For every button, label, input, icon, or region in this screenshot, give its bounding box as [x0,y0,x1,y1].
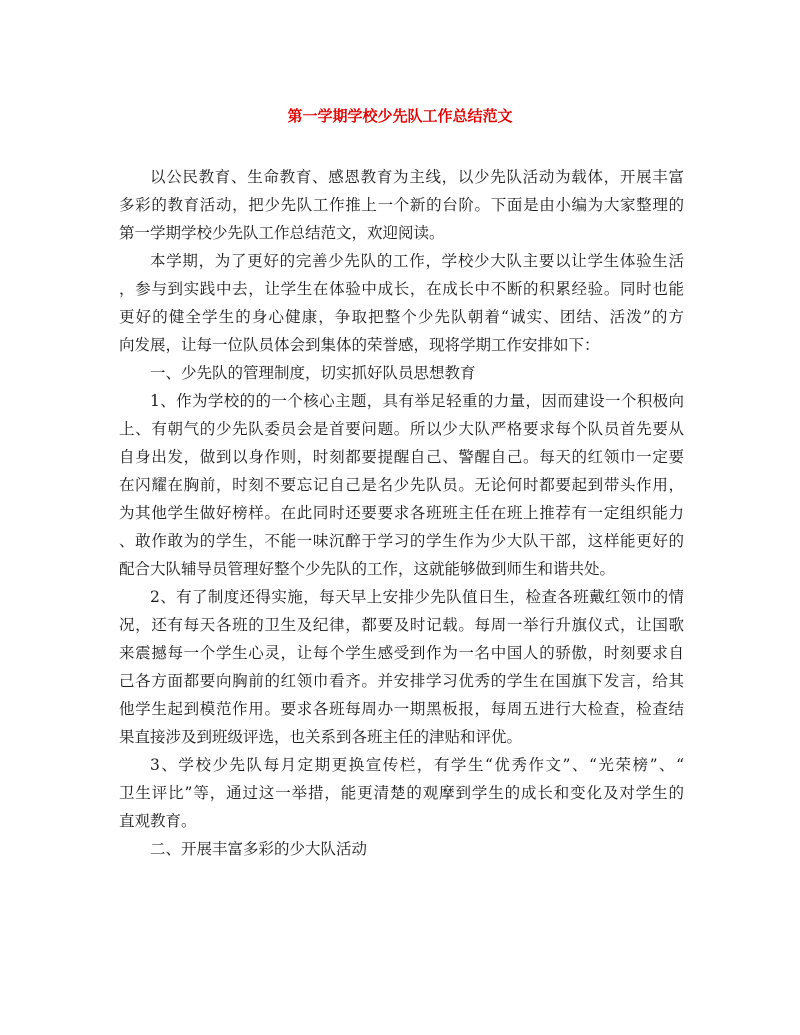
text-line: 自身出发，做到以身作则，时刻都要提醒自己、警醒自己。每天的红领巾一定要 [119,448,684,466]
document-title: 第一学期学校少先队工作总结范文 [287,107,513,125]
text-line: ，参与到实践中去，让学生在体验中成长，在成长中不断的积累经验。同时也能 [119,280,684,298]
text-line: 1、作为学校的的一个核心主题，具有举足轻重的力量，因而建设一个积极向 [150,392,684,410]
text-line: 以公民教育、生命教育、感恩教育为主线，以少先队活动为载体，开展丰富 [150,168,684,186]
text-line: 更好的健全学生的身心健康，争取把整个少先队朝着“诚实、团结、活泼”的方 [119,308,684,326]
text-line: 在闪耀在胸前，时刻不要忘记自己是名少先队员。无论何时都要起到带头作用， [119,476,684,494]
text-line: 卫生评比”等，通过这一举措，能更清楚的观摩到学生的成长和变化及对学生的 [119,784,684,802]
text-line: 多彩的教育活动，把少先队工作推上一个新的台阶。下面是由小编为大家整理的 [119,196,684,214]
text-line: 他学生起到模范作用。要求各班每周办一期黑板报，每周五进行大检查，检查结 [119,700,684,718]
text-line: 2、有了制度还得实施，每天早上安排少先队值日生，检查各班戴红领巾的情 [150,588,684,606]
text-line: 上、有朝气的少先队委员会是首要问题。所以少大队严格要求每个队员首先要从 [119,420,684,438]
text-line: 直观教育。 [119,812,197,830]
text-line: 来震撼每一个学生心灵，让每个学生感受到作为一名中国人的骄傲，时刻要求自 [119,644,684,662]
text-line: 为其他学生做好榜样。在此同时还要要求各班班主任在班上推荐有一定组织能力 [119,504,684,522]
text-line: 果直接涉及到班级评选，也关系到各班主任的津贴和评优。 [119,728,523,746]
text-line: 己各方面都要向胸前的红领巾看齐。并安排学习优秀的学生在国旗下发言，给其 [119,672,684,690]
text-line: 本学期，为了更好的完善少先队的工作，学校少大队主要以让学生体验生活 [150,252,684,270]
text-line: 一、少先队的管理制度，切实抓好队员思想教育 [150,364,476,382]
document-body [119,163,684,863]
text-line: 二、开展丰富多彩的少大队活动 [150,840,368,858]
text-line: 况，还有每天各班的卫生及纪律，都要及时记载。每周一举行升旗仪式，让国歌 [119,616,684,634]
text-line: 、敢作敢为的学生，不能一味沉醉于学习的学生作为少大队干部，这样能更好的 [119,532,684,550]
text-line: 向发展，让每一位队员体会到集体的荣誉感，现将学期工作安排如下： [119,336,600,354]
text-line: 配合大队辅导员管理好整个少先队的工作，这就能够做到师生和谐共处。 [119,560,616,578]
text-line: 3、学校少先队每月定期更换宣传栏，有学生“优秀作文”、“光荣榜”、“ [150,756,684,774]
text-line: 第一学期学校少先队工作总结范文，欢迎阅读。 [119,224,445,242]
